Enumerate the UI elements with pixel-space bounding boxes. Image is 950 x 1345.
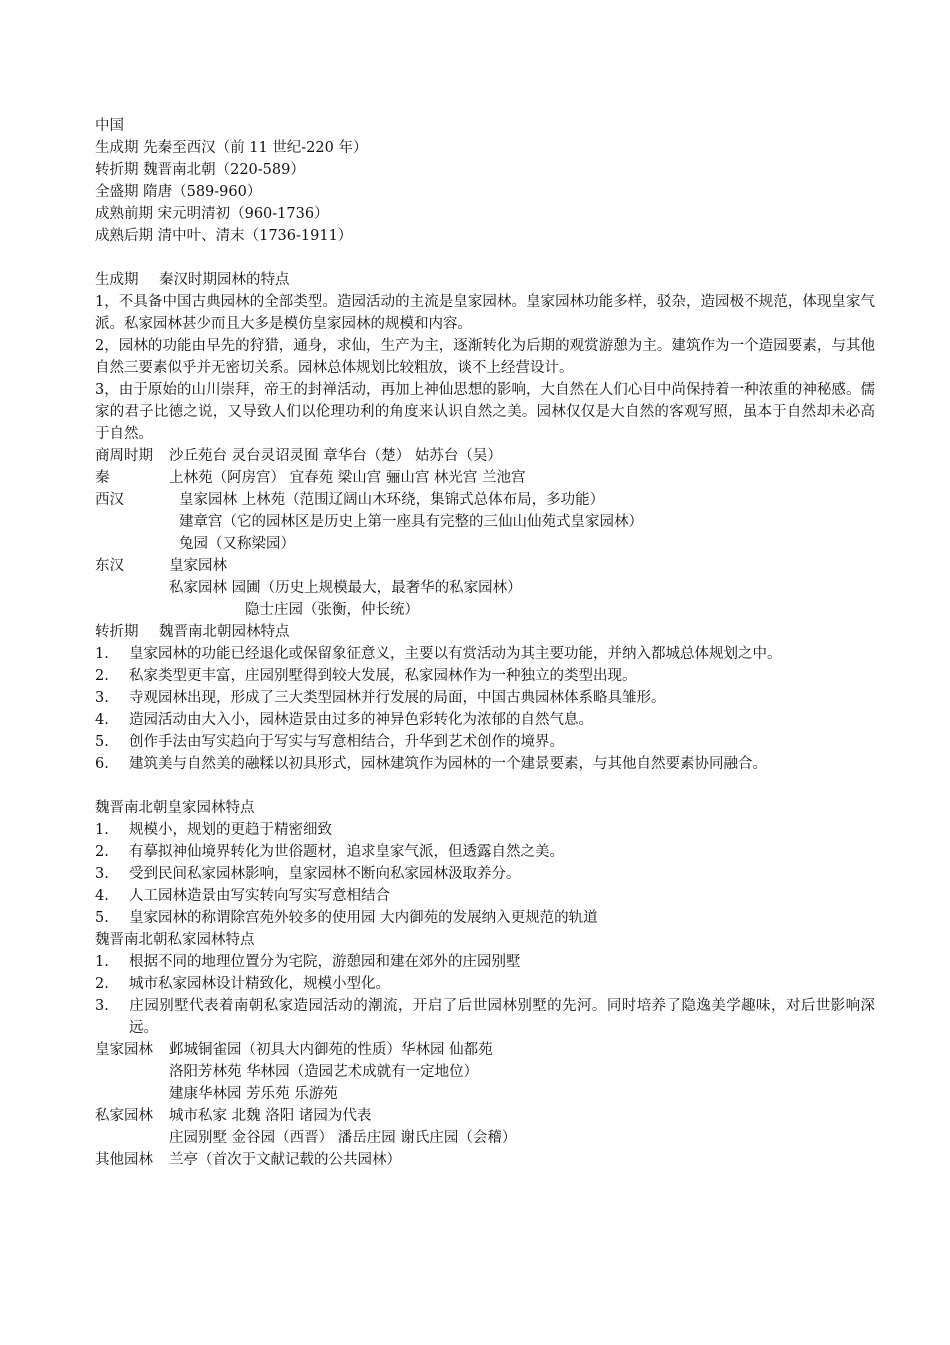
era-text: 皇家园林	[169, 558, 227, 574]
category-label: 皇家园林	[95, 1042, 153, 1058]
item-number: 2.	[95, 976, 109, 992]
royal-garden-subline: 建康华林园 芳乐苑 乐游苑	[169, 1086, 338, 1102]
item-number: 1.	[95, 954, 109, 970]
donghan-subline	[95, 577, 875, 599]
section-heading: 魏晋南北朝私家园林特点	[95, 932, 255, 948]
donghan-line	[95, 555, 875, 577]
feature-paragraph: 2，园林的功能由早先的狩猎，通身，求仙，生产为主，逐渐转化为后期的观赏游憩为主。建筑作为一个造园要素，与其他自然三要素似乎并无密切关系。园林总体规划比较粗放，谈不上经营设计。	[95, 338, 875, 376]
xihan-subline: 建章宫（它的园林区是历史上第一座具有完整的三仙山仙苑式皇家园林）	[179, 514, 643, 530]
item-number: 3.	[95, 998, 109, 1014]
item-text: 城市私家园林设计精致化，规模小型化。	[129, 976, 390, 992]
section-heading: 魏晋南北朝皇家园林特点	[95, 800, 255, 816]
section-heading	[95, 269, 875, 291]
numbered-item	[95, 995, 875, 1039]
item-number: 3.	[95, 866, 109, 882]
item-text: 有摹拟神仙境界转化为世俗题材，追求皇家气派，但透露自然之美。	[129, 844, 564, 860]
era-text: 沙丘苑台 灵台灵诏灵囿 章华台（楚） 姑苏台（吴）	[169, 448, 502, 464]
category-text: 城市私家 北魏 洛阳 诸园为代表	[169, 1108, 372, 1124]
item-number: 1.	[95, 822, 109, 838]
period-line	[95, 137, 875, 159]
period-detail: 清中叶、清末（1736-1911）	[157, 228, 353, 244]
qin-line	[95, 467, 875, 489]
section-title: 魏晋南北朝园林特点	[159, 624, 290, 640]
item-number: 4.	[95, 712, 109, 728]
sub-label: 私家园林	[169, 580, 227, 596]
private-garden-subline: 庄园别墅 金谷园（西晋） 潘岳庄园 谢氏庄园（会稽）	[169, 1130, 517, 1146]
item-text: 造园活动由大入小，园林造景由过多的神异色彩转化为浓郁的自然气息。	[129, 712, 593, 728]
era-label: 商周时期	[95, 448, 153, 464]
numbered-item	[95, 885, 875, 907]
category-text: 兰亭（首次于文献记载的公共园林）	[169, 1152, 401, 1168]
era-text: 皇家园林 上林苑（范围辽阔山木环绕，集锦式总体布局，多功能）	[179, 492, 605, 508]
era-label: 秦	[95, 470, 110, 486]
royal-garden-line	[95, 1039, 875, 1061]
blank-line	[95, 247, 875, 269]
period-line	[95, 225, 875, 247]
period-detail: 隋唐（589-960）	[143, 184, 262, 200]
numbered-item	[95, 819, 875, 841]
numbered-item	[95, 973, 875, 995]
period-line	[95, 159, 875, 181]
item-text: 庄园别墅代表着南朝私家造园活动的潮流，开启了后世园林别墅的先河。同时培养了隐逸美学趣味，对后世影响深远。	[129, 998, 875, 1036]
item-number: 6.	[95, 756, 109, 772]
item-number: 4.	[95, 888, 109, 904]
numbered-item	[95, 841, 875, 863]
section-heading	[95, 621, 875, 643]
xihan-subline: 兔园（又称梁园）	[179, 536, 295, 552]
category-text: 邺城铜雀园（初具大内御苑的性质）华林园 仙都苑	[169, 1042, 493, 1058]
item-text: 受到民间私家园林影响，皇家园林不断向私家园林汲取养分。	[129, 866, 521, 882]
section-label: 转折期	[95, 624, 139, 640]
period-detail: 宋元明清初（960-1736）	[157, 206, 329, 222]
item-text: 人工园林造景由写实转向写实写意相结合	[129, 888, 390, 904]
period-name: 成熟后期	[95, 228, 153, 244]
numbered-item	[95, 687, 875, 709]
item-number: 3.	[95, 690, 109, 706]
numbered-item	[95, 665, 875, 687]
item-text: 寺观园林出现，形成了三大类型园林并行发展的局面，中国古典园林体系略具雏形。	[129, 690, 666, 706]
numbered-item	[95, 709, 875, 731]
era-label: 西汉	[95, 492, 124, 508]
period-name: 转折期	[95, 162, 139, 178]
private-garden-line	[95, 1105, 875, 1127]
xihan-line	[95, 489, 875, 511]
item-text: 建筑美与自然美的融糅以初具形式，园林建筑作为园林的一个建景要素，与其他自然要素协同融合。	[129, 756, 767, 772]
royal-garden-subline: 洛阳芳林苑 华林园（造园艺术成就有一定地位）	[169, 1064, 479, 1080]
item-text: 规模小，规划的更趋于精密细致	[129, 822, 332, 838]
overview-title: 中国	[95, 118, 124, 134]
period-name: 全盛期	[95, 184, 139, 200]
shang-line	[95, 445, 875, 467]
numbered-item	[95, 643, 875, 665]
numbered-item	[95, 731, 875, 753]
category-label: 其他园林	[95, 1152, 153, 1168]
numbered-item	[95, 863, 875, 885]
other-garden-line	[95, 1149, 875, 1171]
numbered-item	[95, 907, 875, 929]
item-text: 皇家园林的功能已经退化或保留象征意义，主要以有赏活动为其主要功能，并纳入都城总体规划之中。	[129, 646, 782, 662]
item-number: 2.	[95, 844, 109, 860]
donghan-subline: 隐士庄园（张衡，仲长统）	[245, 602, 419, 618]
item-number: 5.	[95, 734, 109, 750]
item-number: 5.	[95, 910, 109, 926]
period-detail: 先秦至西汉（前 11 世纪-220 年）	[143, 140, 368, 156]
numbered-item	[95, 753, 875, 775]
section-title: 秦汉时期园林的特点	[159, 272, 290, 288]
period-name: 成熟前期	[95, 206, 153, 222]
period-name: 生成期	[95, 140, 139, 156]
document-page	[95, 115, 875, 1171]
item-text: 根据不同的地理位置分为宅院，游憩园和建在郊外的庄园别墅	[129, 954, 521, 970]
item-text: 创作手法由写实趋向于写实与写意相结合，升华到艺术创作的境界。	[129, 734, 564, 750]
category-label: 私家园林	[95, 1108, 153, 1124]
period-line	[95, 203, 875, 225]
sub-text: 园圃（历史上规模最大，最奢华的私家园林）	[231, 580, 522, 596]
era-text: 上林苑（阿房宫） 宜春苑 梁山宫 骊山宫 林光宫 兰池宫	[169, 470, 526, 486]
item-text: 皇家园林的称谓除宫苑外较多的使用园 大内御苑的发展纳入更规范的轨道	[129, 910, 598, 926]
period-line	[95, 181, 875, 203]
item-text: 私家类型更丰富，庄园别墅得到较大发展，私家园林作为一种独立的类型出现。	[129, 668, 637, 684]
blank-line	[95, 775, 875, 797]
feature-paragraph: 3，由于原始的山川崇拜，帝王的封禅活动，再加上神仙思想的影响，大自然在人们心目中尚保持着一种浓重的神秘感。儒家的君子比德之说，又导致人们以伦理功利的角度来认识自然之美。园林仅仅是大自然的客观写照，虽本于自然却未必高于自然。	[95, 382, 875, 442]
section-label: 生成期	[95, 272, 139, 288]
numbered-item	[95, 951, 875, 973]
item-number: 2.	[95, 668, 109, 684]
item-number: 1.	[95, 646, 109, 662]
period-detail: 魏晋南北朝（220-589）	[143, 162, 305, 178]
era-label: 东汉	[95, 558, 124, 574]
feature-paragraph: 1，不具备中国古典园林的全部类型。造园活动的主流是皇家园林。皇家园林功能多样，驳杂，造园极不规范，体现皇家气派。私家园林甚少而且大多是模仿皇家园林的规模和内容。	[95, 294, 875, 332]
